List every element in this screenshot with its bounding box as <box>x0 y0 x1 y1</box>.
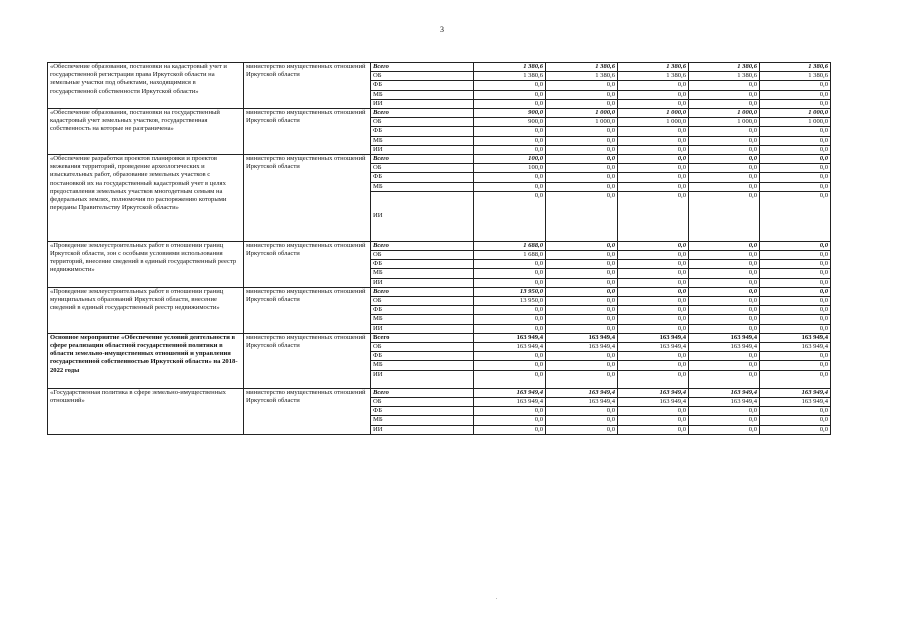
amount-cell: 0,0 <box>689 164 760 173</box>
amount-cell: 0,0 <box>760 306 831 315</box>
amount-cell: 0,0 <box>474 278 546 287</box>
funding-source: МБ <box>371 315 474 324</box>
amount-cell: 0,0 <box>689 155 760 164</box>
table-row <box>48 388 831 397</box>
funding-source: ОБ <box>371 251 474 260</box>
amount-cell: 0,0 <box>689 278 760 287</box>
amount-cell: 0,0 <box>760 361 831 370</box>
amount-cell: 0,0 <box>760 145 831 154</box>
amount-cell: 0,0 <box>760 99 831 108</box>
amount-cell: 0,0 <box>474 99 546 108</box>
amount-cell: 0,0 <box>618 324 689 333</box>
amount-cell: 0,0 <box>546 90 618 99</box>
amount-cell: 0,0 <box>618 352 689 361</box>
amount-cell: 0,0 <box>689 136 760 145</box>
amount-cell: 0,0 <box>760 173 831 182</box>
amount-cell: 0,0 <box>546 297 618 306</box>
activity-description: Основное мероприятие «Обеспечение условий деятельности в сфере реализации областной государственной политики в области земельно-имущественных отношений и управления государственной собственностью Иркутской области» на 2018-2022 годы <box>48 333 244 388</box>
amount-cell: 0,0 <box>760 315 831 324</box>
funding-source: ОБ <box>371 118 474 127</box>
responsible-executor: министерство имущественных отношений Иркутской области <box>244 109 371 155</box>
amount-cell: 163 949,4 <box>618 388 689 397</box>
amount-cell: 13 950,0 <box>474 297 546 306</box>
amount-cell: 1 380,6 <box>474 72 546 81</box>
funding-source: ОБ <box>371 343 474 352</box>
amount-cell: 0,0 <box>618 370 689 388</box>
amount-cell: 0,0 <box>546 407 618 416</box>
amount-cell: 0,0 <box>546 260 618 269</box>
amount-cell: 0,0 <box>689 315 760 324</box>
amount-cell: 0,0 <box>760 241 831 250</box>
amount-cell: 1 000,0 <box>760 109 831 118</box>
funding-source: ИИ <box>371 278 474 287</box>
amount-cell: 163 949,4 <box>689 397 760 406</box>
amount-cell: 0,0 <box>546 136 618 145</box>
amount-cell: 0,0 <box>546 278 618 287</box>
amount-cell: 0,0 <box>760 164 831 173</box>
amount-cell: 0,0 <box>618 269 689 278</box>
scan-speck <box>496 598 497 599</box>
amount-cell: 0,0 <box>689 191 760 241</box>
amount-cell: 163 949,4 <box>474 388 546 397</box>
amount-cell: 0,0 <box>618 127 689 136</box>
amount-cell: 1 000,0 <box>546 109 618 118</box>
amount-cell: 0,0 <box>546 315 618 324</box>
amount-cell: 0,0 <box>474 145 546 154</box>
amount-cell: 0,0 <box>689 324 760 333</box>
funding-source: ИИ <box>371 324 474 333</box>
amount-cell: 0,0 <box>474 306 546 315</box>
table-row <box>48 155 831 164</box>
amount-cell: 0,0 <box>618 361 689 370</box>
amount-cell: 0,0 <box>474 407 546 416</box>
amount-cell: 163 949,4 <box>546 343 618 352</box>
responsible-executor: министерство имущественных отношений Иркутской области <box>244 63 371 109</box>
amount-cell: 0,0 <box>618 145 689 154</box>
amount-cell: 1 380,6 <box>689 72 760 81</box>
amount-cell: 0,0 <box>546 324 618 333</box>
funding-source: Всего <box>371 155 474 164</box>
amount-cell: 163 949,4 <box>618 397 689 406</box>
amount-cell: 0,0 <box>689 145 760 154</box>
amount-cell: 0,0 <box>546 251 618 260</box>
amount-cell: 0,0 <box>546 241 618 250</box>
amount-cell: 1 688,0 <box>474 241 546 250</box>
amount-cell: 0,0 <box>760 269 831 278</box>
amount-cell: 0,0 <box>546 191 618 241</box>
amount-cell: 0,0 <box>546 352 618 361</box>
amount-cell: 0,0 <box>618 99 689 108</box>
responsible-executor: министерство имущественных отношений Иркутской области <box>244 287 371 333</box>
amount-cell: 0,0 <box>474 90 546 99</box>
amount-cell: 163 949,4 <box>546 388 618 397</box>
amount-cell: 1 688,0 <box>474 251 546 260</box>
amount-cell: 0,0 <box>546 425 618 434</box>
funding-source: МБ <box>371 136 474 145</box>
funding-source: ОБ <box>371 72 474 81</box>
amount-cell: 0,0 <box>618 251 689 260</box>
amount-cell: 0,0 <box>618 416 689 425</box>
amount-cell: 0,0 <box>618 287 689 296</box>
funding-source: ИИ <box>371 145 474 154</box>
responsible-executor: министерство имущественных отношений Иркутской области <box>244 241 371 287</box>
amount-cell: 163 949,4 <box>760 343 831 352</box>
amount-cell: 0,0 <box>474 416 546 425</box>
activity-description: «Государственная политика в сфере земельно-имущественных отношений» <box>48 388 244 434</box>
amount-cell: 0,0 <box>546 81 618 90</box>
amount-cell: 0,0 <box>546 416 618 425</box>
amount-cell: 0,0 <box>760 287 831 296</box>
funding-source: ОБ <box>371 397 474 406</box>
amount-cell: 0,0 <box>618 191 689 241</box>
funding-source: ФБ <box>371 173 474 182</box>
amount-cell: 0,0 <box>689 297 760 306</box>
funding-source: ФБ <box>371 407 474 416</box>
table-row <box>48 63 831 72</box>
funding-source: Всего <box>371 109 474 118</box>
amount-cell: 0,0 <box>689 251 760 260</box>
amount-cell: 1 000,0 <box>546 118 618 127</box>
amount-cell: 0,0 <box>474 260 546 269</box>
amount-cell: 0,0 <box>546 370 618 388</box>
activity-description: «Проведение землеустроительных работ в отношении границ муниципальных образований Иркутской области, внесение сведений в единый государственный реестр недвижимости» <box>48 287 244 333</box>
funding-source: МБ <box>371 361 474 370</box>
funding-source: Всего <box>371 241 474 250</box>
amount-cell: 0,0 <box>474 127 546 136</box>
amount-cell: 163 949,4 <box>546 333 618 342</box>
amount-cell: 163 949,4 <box>474 343 546 352</box>
amount-cell: 100,0 <box>474 155 546 164</box>
amount-cell: 1 000,0 <box>618 118 689 127</box>
amount-cell: 900,0 <box>474 109 546 118</box>
amount-cell: 0,0 <box>474 269 546 278</box>
amount-cell: 0,0 <box>689 260 760 269</box>
amount-cell: 0,0 <box>689 361 760 370</box>
amount-cell: 1 000,0 <box>618 109 689 118</box>
amount-cell: 0,0 <box>760 251 831 260</box>
amount-cell: 163 949,4 <box>618 343 689 352</box>
amount-cell: 0,0 <box>474 81 546 90</box>
funding-source: МБ <box>371 90 474 99</box>
amount-cell: 0,0 <box>760 370 831 388</box>
funding-source: ФБ <box>371 81 474 90</box>
funding-source: ФБ <box>371 260 474 269</box>
amount-cell: 0,0 <box>760 127 831 136</box>
amount-cell: 0,0 <box>546 287 618 296</box>
table-row <box>48 109 831 118</box>
activity-description: «Обеспечение разработки проектов планировки и проектов межевания территорий, проведение археологических и изыскательных работ, образование земельных участков с постановкой их на государственный кадастровый учет в целях предоставления земельных участков многодетным семьям на федеральных землях, полномочия по распоряжению которыми переданы Правительству Иркутской области» <box>48 155 244 242</box>
activity-description: «Проведение землеустроительных работ в отношении границ Иркутской области, зон с особыми условиями использования территорий, внесение сведений в единый государственный реестр недвижимости» <box>48 241 244 287</box>
budget-table <box>47 62 831 435</box>
funding-source: ИИ <box>371 425 474 434</box>
amount-cell: 163 949,4 <box>546 397 618 406</box>
amount-cell: 0,0 <box>760 416 831 425</box>
amount-cell: 0,0 <box>760 297 831 306</box>
funding-source: ИИ <box>371 191 474 241</box>
funding-source: ФБ <box>371 306 474 315</box>
amount-cell: 0,0 <box>689 90 760 99</box>
amount-cell: 0,0 <box>546 155 618 164</box>
amount-cell: 0,0 <box>618 182 689 191</box>
activity-description: «Обеспечение образования, постановки на кадастровый учет и государственной регистрации права Иркутской области на земельные участки под объектами, находящимися в государственной собственности Иркутской области» <box>48 63 244 109</box>
responsible-executor: министерство имущественных отношений Иркутской области <box>244 155 371 242</box>
amount-cell: 0,0 <box>618 407 689 416</box>
amount-cell: 0,0 <box>760 182 831 191</box>
amount-cell: 1 000,0 <box>689 109 760 118</box>
amount-cell: 0,0 <box>760 425 831 434</box>
amount-cell: 0,0 <box>689 416 760 425</box>
funding-source: ФБ <box>371 127 474 136</box>
amount-cell: 1 380,6 <box>618 72 689 81</box>
amount-cell: 0,0 <box>760 90 831 99</box>
amount-cell: 0,0 <box>760 155 831 164</box>
amount-cell: 0,0 <box>689 99 760 108</box>
amount-cell: 1 380,6 <box>474 63 546 72</box>
amount-cell: 163 949,4 <box>689 388 760 397</box>
amount-cell: 163 949,4 <box>618 333 689 342</box>
amount-cell: 163 949,4 <box>474 333 546 342</box>
amount-cell: 1 380,6 <box>546 63 618 72</box>
amount-cell: 0,0 <box>474 361 546 370</box>
amount-cell: 0,0 <box>760 407 831 416</box>
amount-cell: 163 949,4 <box>689 343 760 352</box>
amount-cell: 0,0 <box>618 90 689 99</box>
amount-cell: 0,0 <box>689 306 760 315</box>
amount-cell: 0,0 <box>546 269 618 278</box>
amount-cell: 0,0 <box>618 81 689 90</box>
amount-cell: 0,0 <box>546 306 618 315</box>
amount-cell: 100,0 <box>474 164 546 173</box>
amount-cell: 0,0 <box>618 164 689 173</box>
amount-cell: 0,0 <box>546 145 618 154</box>
amount-cell: 0,0 <box>760 136 831 145</box>
amount-cell: 0,0 <box>760 324 831 333</box>
amount-cell: 1 000,0 <box>760 118 831 127</box>
amount-cell: 0,0 <box>474 191 546 241</box>
amount-cell: 0,0 <box>760 260 831 269</box>
amount-cell: 0,0 <box>474 173 546 182</box>
amount-cell: 0,0 <box>618 297 689 306</box>
responsible-executor: министерство имущественных отношений Иркутской области <box>244 333 371 388</box>
amount-cell: 0,0 <box>474 352 546 361</box>
amount-cell: 1 380,6 <box>689 63 760 72</box>
amount-cell: 0,0 <box>618 425 689 434</box>
amount-cell: 0,0 <box>618 260 689 269</box>
amount-cell: 0,0 <box>474 136 546 145</box>
amount-cell: 0,0 <box>760 81 831 90</box>
funding-source: МБ <box>371 416 474 425</box>
funding-source: Всего <box>371 388 474 397</box>
amount-cell: 0,0 <box>618 136 689 145</box>
amount-cell: 0,0 <box>618 306 689 315</box>
amount-cell: 0,0 <box>689 81 760 90</box>
amount-cell: 0,0 <box>760 352 831 361</box>
page-number: 3 <box>440 25 444 34</box>
amount-cell: 0,0 <box>474 324 546 333</box>
amount-cell: 0,0 <box>689 287 760 296</box>
amount-cell: 0,0 <box>689 241 760 250</box>
amount-cell: 0,0 <box>546 99 618 108</box>
amount-cell: 0,0 <box>474 315 546 324</box>
funding-source: ОБ <box>371 297 474 306</box>
funding-source: ИИ <box>371 99 474 108</box>
amount-cell: 0,0 <box>689 425 760 434</box>
amount-cell: 0,0 <box>618 241 689 250</box>
funding-source: ФБ <box>371 352 474 361</box>
amount-cell: 0,0 <box>474 425 546 434</box>
amount-cell: 0,0 <box>689 407 760 416</box>
funding-source: МБ <box>371 182 474 191</box>
funding-source: Всего <box>371 287 474 296</box>
amount-cell: 0,0 <box>760 278 831 287</box>
amount-cell: 0,0 <box>689 173 760 182</box>
amount-cell: 1 380,6 <box>546 72 618 81</box>
amount-cell: 0,0 <box>689 370 760 388</box>
amount-cell: 0,0 <box>546 127 618 136</box>
amount-cell: 0,0 <box>474 182 546 191</box>
amount-cell: 0,0 <box>546 182 618 191</box>
table-row <box>48 333 831 342</box>
funding-source: ИИ <box>371 370 474 388</box>
amount-cell: 1 000,0 <box>689 118 760 127</box>
table-row <box>48 241 831 250</box>
responsible-executor: министерство имущественных отношений Иркутской области <box>244 388 371 434</box>
funding-source: МБ <box>371 269 474 278</box>
amount-cell: 1 380,6 <box>760 72 831 81</box>
amount-cell: 163 949,4 <box>689 333 760 342</box>
amount-cell: 0,0 <box>689 127 760 136</box>
amount-cell: 0,0 <box>618 278 689 287</box>
amount-cell: 0,0 <box>689 269 760 278</box>
amount-cell: 0,0 <box>546 361 618 370</box>
activity-description: «Обеспечение образования, постановки на государственный кадастровый учет земельных участков, государственная собственность на которые не разграничена» <box>48 109 244 155</box>
funding-source: ОБ <box>371 164 474 173</box>
amount-cell: 0,0 <box>618 173 689 182</box>
amount-cell: 0,0 <box>618 315 689 324</box>
amount-cell: 163 949,4 <box>760 397 831 406</box>
amount-cell: 13 950,0 <box>474 287 546 296</box>
amount-cell: 0,0 <box>618 155 689 164</box>
amount-cell: 900,0 <box>474 118 546 127</box>
amount-cell: 0,0 <box>474 370 546 388</box>
amount-cell: 0,0 <box>546 173 618 182</box>
amount-cell: 163 949,4 <box>474 397 546 406</box>
funding-source: Всего <box>371 63 474 72</box>
amount-cell: 163 949,4 <box>760 333 831 342</box>
amount-cell: 0,0 <box>546 164 618 173</box>
amount-cell: 0,0 <box>760 191 831 241</box>
amount-cell: 1 380,6 <box>760 63 831 72</box>
amount-cell: 1 380,6 <box>618 63 689 72</box>
amount-cell: 163 949,4 <box>760 388 831 397</box>
funding-source: Всего <box>371 333 474 342</box>
amount-cell: 0,0 <box>689 352 760 361</box>
table-row <box>48 287 831 296</box>
amount-cell: 0,0 <box>689 182 760 191</box>
